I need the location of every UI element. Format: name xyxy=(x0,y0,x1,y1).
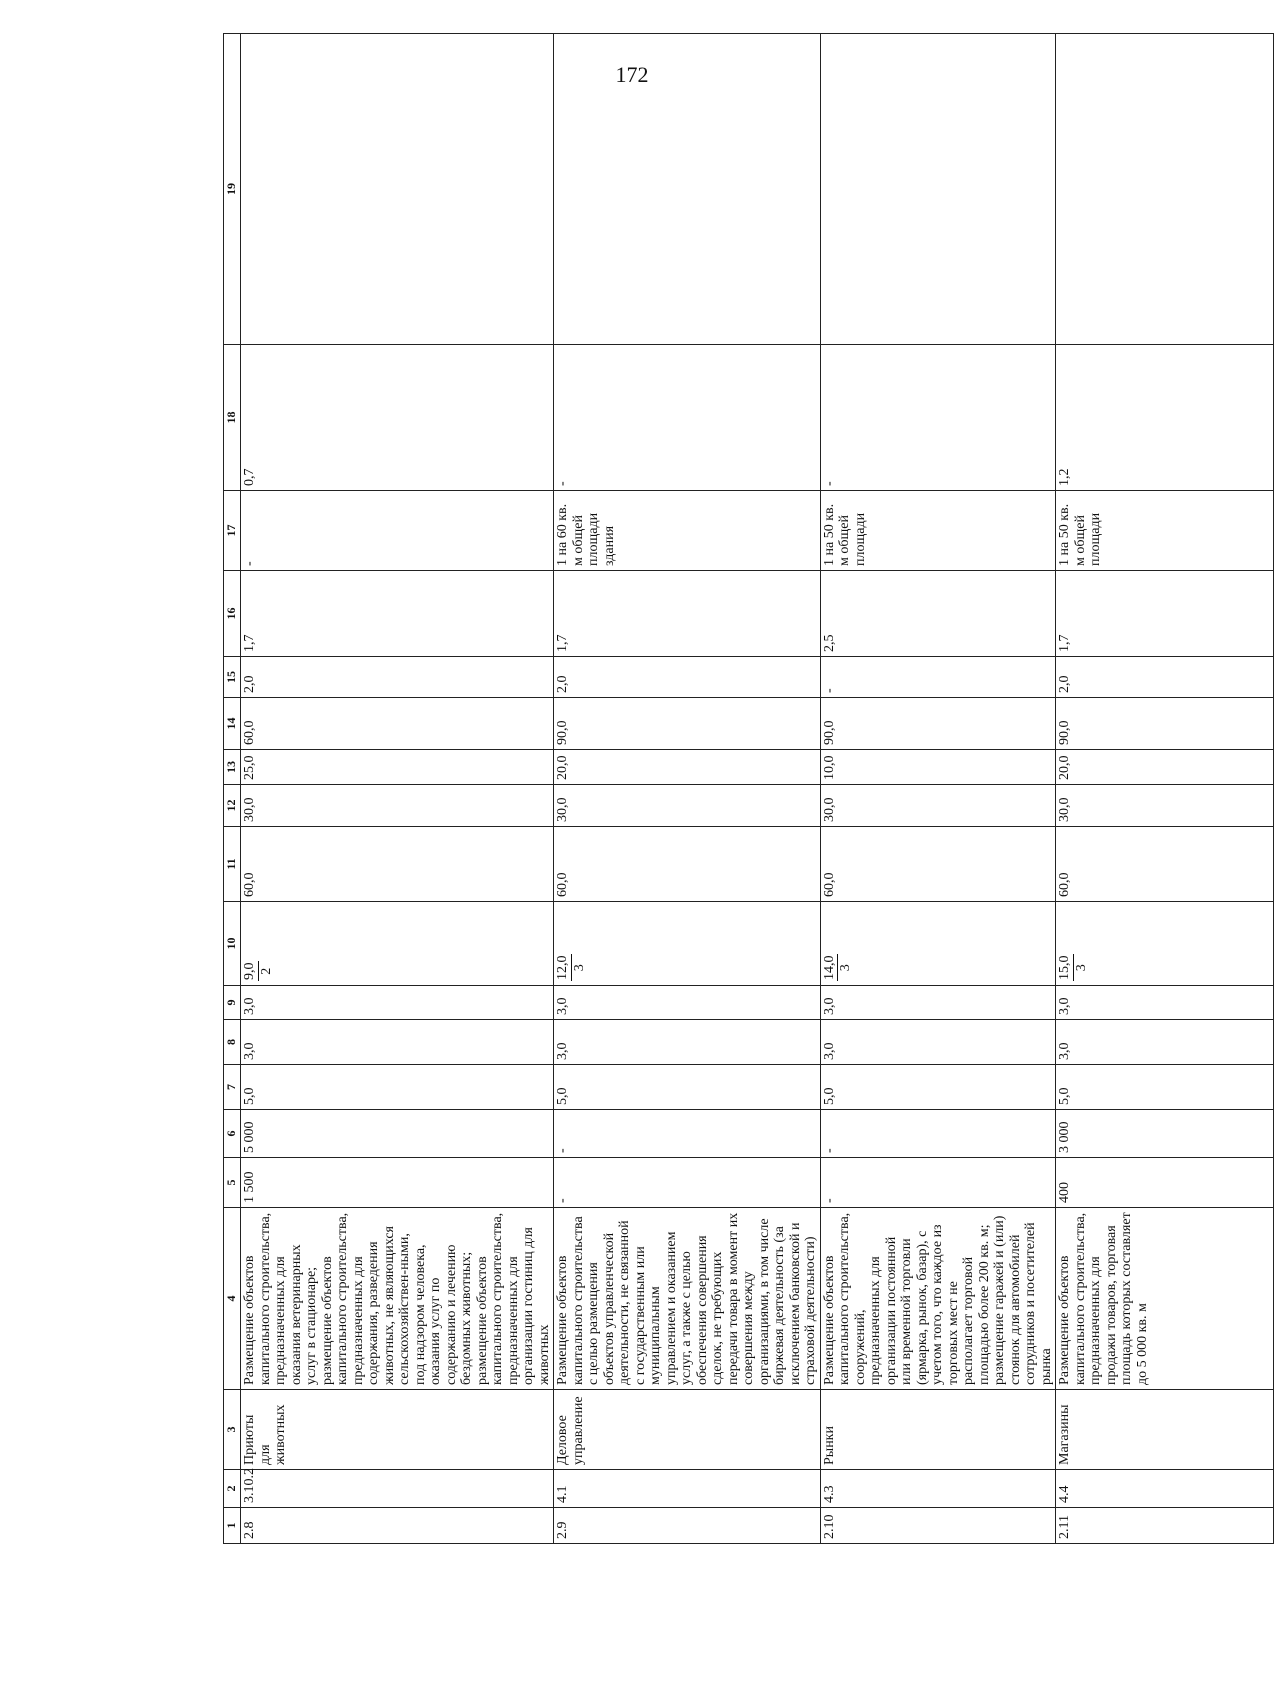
cell-col15: 2,0 xyxy=(1056,657,1274,698)
cell-col13: 10,0 xyxy=(820,750,1056,785)
cell-col7: 5,0 xyxy=(820,1065,1056,1110)
cell-col7: 5,0 xyxy=(554,1065,821,1110)
cell-description: Размещение объектов капитального строительства с целью размещения объектов управленческой деятельности, не связанной с государственным или муниципальным управлением и оказанием услуг, а также с целью обеспечения совершения сделок, не требующих передачи товара в момент их совершения между организациями, в том числе биржевая деятельность (за исключением банковской и страховой деятельности) xyxy=(554,1208,821,1390)
cell-row-number: 2.9 xyxy=(554,1508,821,1544)
cell-col16: 1,7 xyxy=(554,571,821,657)
cell-col6: 3 000 xyxy=(1056,1110,1274,1158)
cell-col16: 2,5 xyxy=(820,571,1056,657)
col-header-19: 19 xyxy=(224,34,241,345)
cell-col15: 2,0 xyxy=(554,657,821,698)
fraction-denominator: 3 xyxy=(838,964,853,972)
cell-col6: - xyxy=(820,1110,1056,1158)
cell-col10 xyxy=(241,902,554,986)
cell-col10 xyxy=(554,902,821,986)
col-header-10: 10 xyxy=(224,902,241,986)
cell-description: Размещение объектов капитального строительства, предназначенных для продажи товаров, торговая площадь которых составляет до 5 000 кв. м xyxy=(1056,1208,1274,1390)
rotated-table-frame xyxy=(223,134,1150,1544)
cell-col12: 30,0 xyxy=(554,785,821,827)
cell-col9: 3,0 xyxy=(820,986,1056,1020)
cell-col8: 3,0 xyxy=(820,1020,1056,1065)
col-header-14: 14 xyxy=(224,698,241,750)
cell-col5: 400 xyxy=(1056,1158,1274,1208)
cell-col5: 1 500 xyxy=(241,1158,554,1208)
table-row xyxy=(241,34,554,1544)
cell-col13: 25,0 xyxy=(241,750,554,785)
cell-col5: - xyxy=(820,1158,1056,1208)
table-row xyxy=(820,34,1056,1544)
fraction-numerator: 12,0 xyxy=(555,955,570,980)
regulations-table xyxy=(223,33,1274,1544)
cell-col11: 60,0 xyxy=(1056,827,1274,902)
rotated-table-content xyxy=(223,134,1150,1544)
cell-col17: 1 на 50 кв. м общей площади xyxy=(820,491,1056,571)
cell-col16: 1,7 xyxy=(1056,571,1274,657)
cell-col19 xyxy=(820,34,1056,345)
col-header-16: 16 xyxy=(224,571,241,657)
table-row xyxy=(1056,34,1274,1544)
page-number: 172 xyxy=(615,62,649,87)
cell-col11: 60,0 xyxy=(241,827,554,902)
cell-col11: 60,0 xyxy=(554,827,821,902)
cell-col9: 3,0 xyxy=(1056,986,1274,1020)
cell-use-name: Деловое управление xyxy=(554,1390,821,1470)
col-header-13: 13 xyxy=(224,750,241,785)
cell-code: 3.10.2 xyxy=(241,1470,554,1508)
col-header-6: 6 xyxy=(224,1110,241,1158)
cell-col6: - xyxy=(554,1110,821,1158)
cell-description: Размещение объектов капитального строительства, предназначенных для оказания ветеринарных услуг в стационаре; размещение объектов капитального строительства, предназначенных для содержания, разведения животных, не являющихся сельскохозяйствен-ными, под надзором человека, оказания услуг по содержанию и лечению бездомных животных; размещение объектов капитального строительства, предназначенных для организации гостиниц для животных xyxy=(241,1208,554,1390)
cell-col19 xyxy=(554,34,821,345)
cell-col17: 1 на 60 кв. м общей площади здания xyxy=(554,491,821,571)
cell-col16: 1,7 xyxy=(241,571,554,657)
col-header-1: 1 xyxy=(224,1508,241,1544)
cell-col12: 30,0 xyxy=(1056,785,1274,827)
cell-description: Размещение объектов капитального строительства, сооружений, предназначенных для организации постоянной или временной торговли (ярмарка, рынок, базар), с учетом того, что каждое из торговых мест не располагает торговой площадью более 200 кв. м; размещение гаражей и (или) стоянок для автомобилей сотрудников и посетителей рынка xyxy=(820,1208,1056,1390)
cell-col5: - xyxy=(554,1158,821,1208)
cell-col18: - xyxy=(820,345,1056,491)
cell-col14: 90,0 xyxy=(1056,698,1274,750)
cell-use-name: Рынки xyxy=(820,1390,1056,1470)
cell-col18: 1,2 xyxy=(1056,345,1274,491)
fraction-denominator: 3 xyxy=(1073,964,1089,972)
fraction xyxy=(822,955,854,982)
col-header-17: 17 xyxy=(224,491,241,571)
cell-col9: 3,0 xyxy=(241,986,554,1020)
cell-col7: 5,0 xyxy=(241,1065,554,1110)
fraction xyxy=(242,962,274,982)
cell-col14: 90,0 xyxy=(554,698,821,750)
col-header-3: 3 xyxy=(224,1390,241,1470)
cell-col13: 20,0 xyxy=(1056,750,1274,785)
cell-col11: 60,0 xyxy=(820,827,1056,902)
cell-code: 4.3 xyxy=(820,1470,1056,1508)
col-header-5: 5 xyxy=(224,1158,241,1208)
cell-col17: 1 на 50 кв. м общей площади xyxy=(1056,491,1274,571)
fraction xyxy=(1057,955,1089,982)
cell-code: 4.4 xyxy=(1056,1470,1274,1508)
cell-col8: 3,0 xyxy=(1056,1020,1274,1065)
cell-col14: 90,0 xyxy=(820,698,1056,750)
cell-row-number: 2.11 xyxy=(1056,1508,1274,1544)
cell-col8: 3,0 xyxy=(241,1020,554,1065)
cell-use-name: Приюты для животных xyxy=(241,1390,554,1470)
cell-row-number: 2.10 xyxy=(820,1508,1056,1544)
cell-col9: 3,0 xyxy=(554,986,821,1020)
cell-col8: 3,0 xyxy=(554,1020,821,1065)
cell-col15: - xyxy=(820,657,1056,698)
cell-col18: - xyxy=(554,345,821,491)
cell-col15: 2,0 xyxy=(241,657,554,698)
col-header-18: 18 xyxy=(224,345,241,491)
fraction-numerator: 15,0 xyxy=(1057,955,1072,980)
col-header-15: 15 xyxy=(224,657,241,698)
cell-col7: 5,0 xyxy=(1056,1065,1274,1110)
fraction-numerator: 9,0 xyxy=(242,962,257,980)
col-header-11: 11 xyxy=(224,827,241,902)
fraction-denominator: 3 xyxy=(571,964,587,972)
cell-col12: 30,0 xyxy=(820,785,1056,827)
col-header-2: 2 xyxy=(224,1470,241,1508)
col-header-7: 7 xyxy=(224,1065,241,1110)
col-header-9: 9 xyxy=(224,986,241,1020)
table-row xyxy=(554,34,821,1544)
fraction-numerator: 14,0 xyxy=(821,955,837,980)
cell-col13: 20,0 xyxy=(554,750,821,785)
cell-use-name: Магазины xyxy=(1056,1390,1274,1470)
fraction xyxy=(555,955,587,982)
col-header-8: 8 xyxy=(224,1020,241,1065)
column-number-row xyxy=(224,34,241,1544)
fraction-denominator: 2 xyxy=(258,967,274,975)
cell-col14: 60,0 xyxy=(241,698,554,750)
cell-col10 xyxy=(1056,902,1274,986)
col-header-12: 12 xyxy=(224,785,241,827)
cell-col18: 0,7 xyxy=(241,345,554,491)
col-header-4: 4 xyxy=(224,1208,241,1390)
cell-col6: 5 000 xyxy=(241,1110,554,1158)
cell-col10 xyxy=(820,902,1056,986)
cell-col19 xyxy=(241,34,554,345)
cell-col19 xyxy=(1056,34,1274,345)
cell-code: 4.1 xyxy=(554,1470,821,1508)
cell-col12: 30,0 xyxy=(241,785,554,827)
cell-row-number: 2.8 xyxy=(241,1508,554,1544)
cell-col17: - xyxy=(241,491,554,571)
